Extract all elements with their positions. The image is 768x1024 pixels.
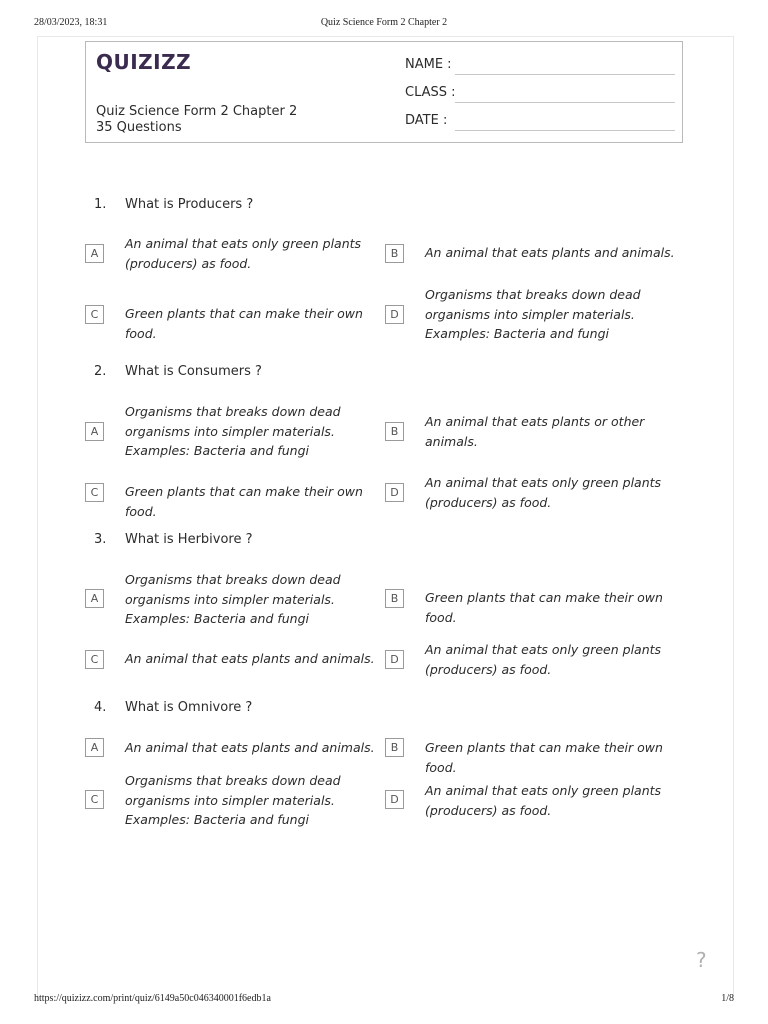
question-number: 4.: [94, 700, 107, 715]
name-line: [455, 74, 675, 75]
question-text: What is Herbivore ?: [125, 532, 253, 547]
option-letter: D: [385, 305, 404, 324]
option-letter: B: [385, 738, 404, 757]
option-text: An animal that eats plants and animals.: [125, 740, 375, 755]
footer-url: https://quizizz.com/print/quiz/6149a50c046340001f6edb1a: [34, 993, 271, 1004]
name-label: NAME :: [405, 57, 452, 72]
quizizz-logo: QUIZIZZ: [96, 50, 192, 74]
option-letter: C: [85, 483, 104, 502]
option-letter: C: [85, 790, 104, 809]
option-text: An animal that eats plants and animals.: [425, 245, 675, 260]
worksheet-header: [85, 41, 683, 143]
option-letter: B: [385, 589, 404, 608]
question-number: 1.: [94, 197, 107, 212]
option-text: Organisms that breaks down dead organisms into simpler materials. Examples: Bacteria and fungi: [425, 287, 641, 341]
option-letter: D: [385, 790, 404, 809]
name-field: [405, 57, 675, 77]
option-letter: D: [385, 650, 404, 669]
question-number: 3.: [94, 532, 107, 547]
option-letter: A: [85, 738, 104, 757]
option-letter: D: [385, 483, 404, 502]
option-text: An animal that eats plants and animals.: [125, 651, 375, 666]
option-letter: A: [85, 422, 104, 441]
quiz-title: Quiz Science Form 2 Chapter 2: [96, 104, 298, 119]
question-count: 35 Questions: [96, 120, 182, 135]
question-text: What is Consumers ?: [125, 364, 262, 379]
option-text: An animal that eats only green plants (producers) as food.: [425, 783, 662, 818]
class-label: CLASS :: [405, 85, 456, 100]
option-text: An animal that eats only green plants (producers) as food.: [425, 642, 662, 677]
date-line: [455, 130, 675, 131]
date-label: DATE :: [405, 113, 448, 128]
class-line: [455, 102, 675, 103]
option-text: Green plants that can make their own food.: [425, 590, 663, 625]
option-letter: B: [385, 244, 404, 263]
question-number: 2.: [94, 364, 107, 379]
question-mark-icon[interactable]: ?: [696, 948, 707, 972]
option-text: Organisms that breaks down dead organisms into simpler materials. Examples: Bacteria and fungi: [125, 572, 341, 626]
option-text: An animal that eats plants or other animals.: [425, 414, 645, 449]
option-text: Organisms that breaks down dead organisms into simpler materials. Examples: Bacteria and fungi: [125, 773, 341, 827]
option-letter: A: [85, 244, 104, 263]
date-field: [405, 113, 675, 133]
question-text: What is Producers ?: [125, 197, 254, 212]
footer-page-number: 1/8: [721, 993, 734, 1004]
print-date: 28/03/2023, 18:31: [34, 17, 108, 28]
option-text: Green plants that can make their own food.: [125, 306, 363, 341]
option-text: Green plants that can make their own food.: [125, 484, 363, 519]
option-letter: B: [385, 422, 404, 441]
option-text: Green plants that can make their own food.: [425, 740, 663, 775]
option-text: An animal that eats only green plants (producers) as food.: [425, 475, 662, 510]
option-letter: C: [85, 305, 104, 324]
class-field: [405, 85, 675, 105]
print-title: Quiz Science Form 2 Chapter 2: [320, 17, 448, 28]
question-text: What is Omnivore ?: [125, 700, 253, 715]
option-letter: A: [85, 589, 104, 608]
option-letter: C: [85, 650, 104, 669]
option-text: An animal that eats only green plants (producers) as food.: [125, 236, 362, 271]
option-text: Organisms that breaks down dead organisms into simpler materials. Examples: Bacteria and fungi: [125, 404, 341, 458]
